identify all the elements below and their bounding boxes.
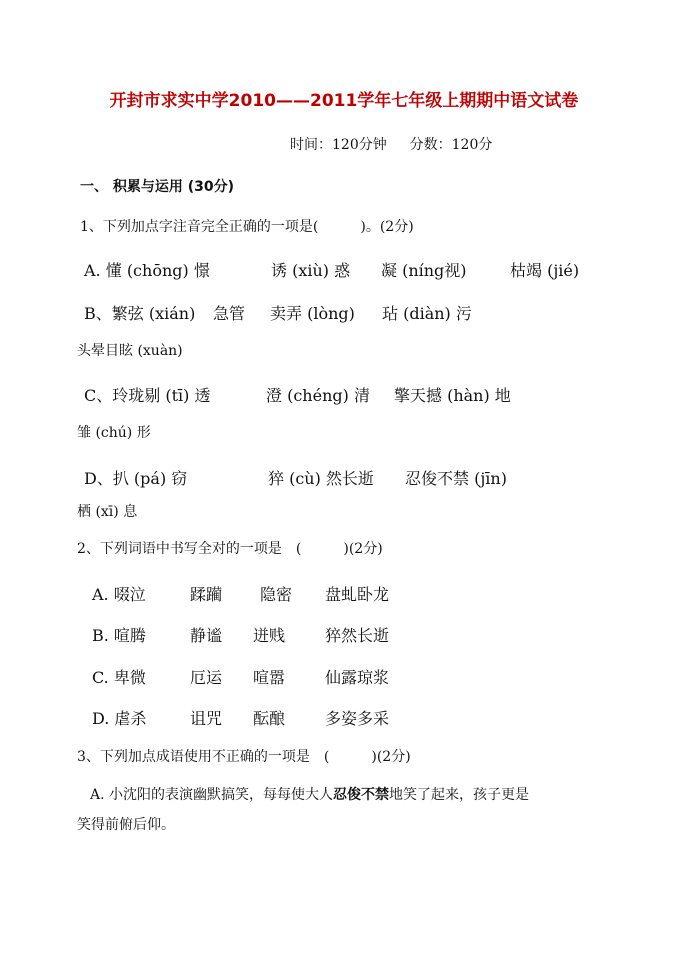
q2-c-w1: C. 卑微 [92, 668, 146, 687]
q1-stem: 1、下列加点字注音完全正确的一项是( )。(2分) [80, 219, 414, 235]
q3-a-continued: 笑得前俯后仰。 [77, 817, 175, 833]
q1-c-part1: C、玲珑剔 (tī) 透 [84, 386, 211, 405]
q1-a-part4: 枯竭 (jié) [510, 261, 580, 280]
q3-a-pre: A. 小沈阳的表演幽默搞笑，每每使大人 [90, 787, 334, 803]
q2-c-w4: 仙露琼浆 [325, 668, 390, 687]
q1-a-part1: A. 懂 (chōng) 憬 [84, 261, 210, 280]
q2-a-w3: 隐密 [260, 585, 293, 604]
q2-c-w2: 厄运 [190, 668, 223, 687]
q1-b-continued: 头晕目眩 (xuàn) [77, 343, 183, 359]
q3-option-a [90, 786, 529, 804]
q2-b-w1: B. 喧腾 [92, 626, 146, 645]
q3-stem: 3、下列加点成语使用不正确的一项是 ( )(2分) [77, 749, 411, 765]
q2-b-w3: 迸贱 [253, 626, 286, 645]
q2-b-w4: 猝然长逝 [325, 626, 390, 645]
q3-a-post: 地笑了起来，孩子更是 [389, 787, 530, 803]
q2-d-w2: 诅咒 [190, 709, 223, 728]
q1-d-part2: 猝 (cù) 然长逝 [268, 469, 374, 488]
q2-stem: 2、下列词语中书写全对的一项是 ( )(2分) [77, 541, 383, 557]
q1-b-part1: B、繁弦 (xián) [84, 304, 196, 323]
q2-b-w2: 静谧 [190, 626, 223, 645]
q2-d-w1: D. 虐杀 [92, 709, 147, 728]
q1-b-part3: 卖弄 (lòng) [270, 304, 355, 323]
q1-a-part3: 凝 (níng视) [381, 261, 467, 280]
exam-score: 分数：120分 [409, 137, 493, 153]
q1-a-part2: 诱 (xiù) 惑 [271, 261, 351, 280]
q1-b-part4: 玷 (diàn) 污 [382, 304, 472, 323]
exam-title: 开封市求实中学2010——2011学年七年级上期期中语文试卷 [109, 91, 579, 111]
q2-c-w3: 喧嚣 [253, 668, 286, 687]
q1-c-continued: 雏 (chú) 形 [77, 425, 151, 441]
q2-a-w1: A. 啜泣 [92, 585, 146, 604]
q2-d-w3: 酝酿 [253, 709, 286, 728]
section-heading: 一、 积累与运用 (30分) [80, 179, 235, 195]
q2-a-w2: 蹂躏 [190, 585, 223, 604]
q1-c-part2: 澄 (chéng) 清 [266, 386, 370, 405]
q2-d-w4: 多姿多采 [325, 709, 390, 728]
q1-d-continued: 栖 (xī) 息 [77, 504, 138, 520]
q2-a-w4: 盘虬卧龙 [325, 585, 390, 604]
exam-meta [290, 134, 492, 154]
exam-time: 时间：120分钟 [290, 137, 387, 153]
q1-d-part1: D、扒 (pá) 窃 [84, 469, 188, 488]
q1-b-part2: 急管 [213, 304, 246, 323]
q3-a-idiom: 忍俊不禁 [333, 787, 390, 803]
q1-d-part3: 忍俊不禁 (jīn) [405, 469, 507, 488]
q1-c-part3: 擎天撼 (hàn) 地 [394, 386, 511, 405]
